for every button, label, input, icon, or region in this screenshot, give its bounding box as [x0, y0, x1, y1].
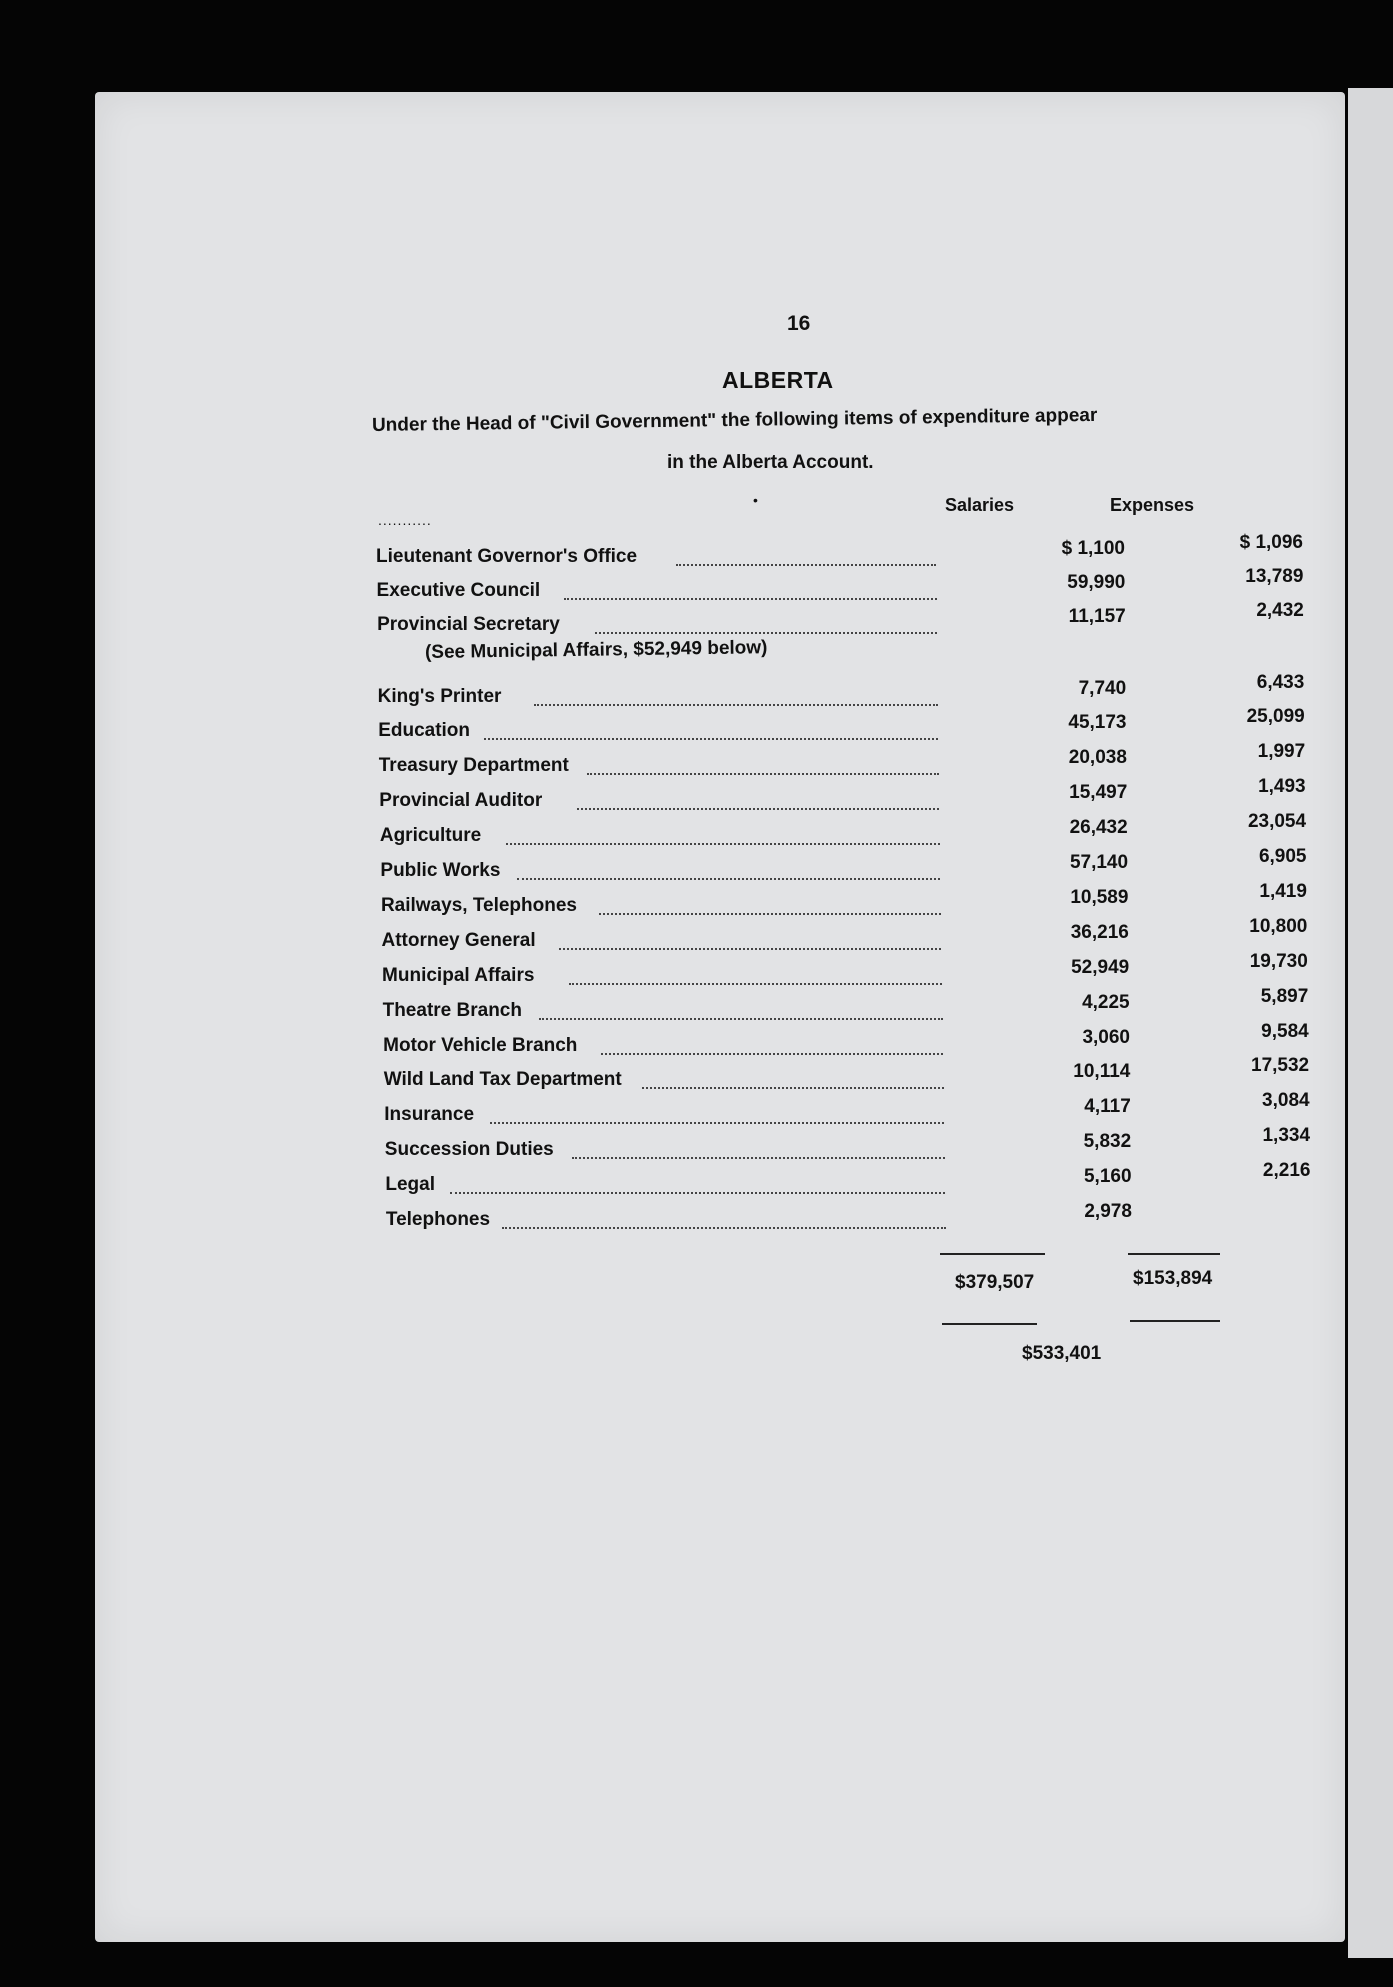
municipal-affairs-note: (See Municipal Affairs, $52,949 below) — [424, 637, 768, 663]
dot-leader — [450, 1192, 945, 1194]
salaries-total: $379,507 — [955, 1272, 1035, 1293]
table-row — [379, 811, 1307, 855]
table-row — [385, 1160, 1311, 1204]
table-row — [384, 1125, 1311, 1169]
expenses-cell: 5,897 — [1260, 986, 1309, 1007]
table-row — [378, 741, 1306, 785]
table-row — [378, 706, 1305, 750]
dot-leader — [595, 632, 937, 634]
expenses-cell: 13,789 — [1245, 566, 1304, 587]
salaries-cell: 10,589 — [1070, 887, 1129, 908]
salaries-cell: 15,497 — [1069, 782, 1128, 803]
salaries-cell: 4,117 — [1084, 1096, 1131, 1117]
expenses-cell: 10,800 — [1249, 916, 1308, 937]
dot-leader — [587, 773, 939, 775]
expenses-cell: 2,432 — [1256, 600, 1304, 621]
expenses-cell: 6,905 — [1258, 846, 1307, 867]
salaries-column-header: Salaries — [945, 495, 1015, 515]
salaries-cell: 36,216 — [1070, 922, 1129, 943]
dot-leader — [642, 1087, 943, 1089]
row-label: Public Works — [380, 860, 501, 881]
expenses-cell: 17,532 — [1251, 1055, 1310, 1076]
table-row — [384, 1090, 1310, 1134]
row-label: Attorney General — [381, 930, 536, 951]
dot-leader — [534, 704, 937, 706]
dot-leader — [601, 1053, 943, 1055]
dot-leader — [559, 948, 942, 950]
salaries-cell: 5,832 — [1083, 1131, 1132, 1152]
salaries-cell: 45,173 — [1068, 712, 1127, 733]
salaries-cell: 4,225 — [1082, 992, 1130, 1013]
table-row — [382, 951, 1308, 995]
intro-line-1: Under the Head of "Civil Government" the following items of expenditure appear — [371, 404, 1098, 436]
expenses-cell: 23,054 — [1247, 811, 1307, 832]
dot-leader — [517, 878, 941, 880]
salaries-cell: 2,978 — [1084, 1201, 1132, 1222]
expenses-subtotal-rule — [1128, 1253, 1220, 1255]
dot-leader — [502, 1227, 946, 1229]
table-row — [381, 916, 1308, 960]
leading-ellipsis: ........... — [378, 512, 432, 528]
expenses-total: $153,894 — [1133, 1268, 1213, 1289]
expenses-cell: 1,419 — [1259, 881, 1307, 902]
row-label: Provincial Auditor — [379, 790, 543, 811]
salaries-cell: 52,949 — [1071, 957, 1130, 978]
salaries-cell: 10,114 — [1073, 1061, 1131, 1082]
expenses-cell: 25,099 — [1246, 706, 1305, 727]
salaries-cell: $ 1,100 — [1061, 538, 1125, 559]
row-label: Railways, Telephones — [380, 895, 577, 916]
row-label: Theatre Branch — [382, 1000, 522, 1021]
page-number: 16 — [787, 312, 811, 335]
expenses-cell: 9,584 — [1261, 1021, 1309, 1042]
dot-leader — [506, 843, 940, 845]
row-label: Insurance — [384, 1104, 475, 1125]
expenses-cell: 2,216 — [1262, 1160, 1311, 1181]
salaries-cell: 11,157 — [1068, 606, 1126, 627]
expenses-cell: 6,433 — [1256, 672, 1305, 693]
dot-leader — [539, 1018, 942, 1020]
row-label: Executive Council — [376, 580, 541, 601]
row-label: Succession Duties — [384, 1139, 554, 1160]
salaries-cell: 7,740 — [1078, 678, 1127, 699]
page-heading: ALBERTA — [722, 367, 834, 393]
row-label: King's Printer — [377, 686, 502, 707]
expenses-cell: 19,730 — [1249, 951, 1308, 972]
dot-leader — [569, 983, 942, 985]
row-label: Treasury Department — [378, 755, 569, 776]
dot-leader — [599, 913, 941, 915]
row-label: Wild Land Tax Department — [383, 1069, 622, 1090]
row-label: Municipal Affairs — [382, 965, 535, 986]
salaries-total-rule — [942, 1323, 1037, 1325]
expenses-cell: $ 1,096 — [1239, 532, 1303, 553]
dot-leader — [572, 1157, 945, 1159]
row-label: Provincial Secretary — [377, 614, 560, 635]
expenses-cell: 1,997 — [1257, 741, 1306, 762]
salaries-cell: 3,060 — [1082, 1027, 1130, 1048]
row-label: Lieutenant Governor's Office — [376, 546, 638, 567]
table-row — [380, 881, 1307, 925]
expenses-total-rule — [1130, 1320, 1220, 1322]
salaries-cell: 5,160 — [1083, 1166, 1132, 1187]
table-row — [385, 1201, 1246, 1239]
dot-leader — [676, 564, 936, 566]
dot-leader — [564, 598, 937, 600]
table-row — [382, 986, 1309, 1030]
bullet-mark: • — [753, 492, 758, 508]
row-label: Motor Vehicle Branch — [383, 1035, 578, 1056]
salaries-cell: 57,140 — [1069, 852, 1129, 873]
dot-leader — [484, 738, 938, 740]
row-label: Agriculture — [379, 825, 482, 846]
expenses-cell: 1,334 — [1262, 1125, 1311, 1146]
salaries-subtotal-rule — [940, 1253, 1045, 1255]
salaries-cell: 59,990 — [1067, 572, 1126, 593]
table-row — [379, 776, 1306, 820]
expenses-column-header: Expenses — [1110, 495, 1195, 515]
row-label: Telephones — [385, 1209, 491, 1230]
salaries-cell: 20,038 — [1068, 747, 1127, 768]
intro-line-2: in the Alberta Account. — [667, 452, 874, 473]
row-label: Legal — [385, 1174, 435, 1195]
dot-leader — [577, 808, 939, 810]
row-label: Education — [378, 720, 471, 741]
expenses-cell: 3,084 — [1262, 1090, 1310, 1111]
grand-total: $533,401 — [1022, 1343, 1102, 1364]
table-row — [377, 600, 1304, 644]
dot-leader — [490, 1122, 944, 1124]
table-row — [380, 846, 1307, 890]
table-row — [383, 1055, 1310, 1099]
expenses-cell: 1,493 — [1258, 776, 1306, 797]
salaries-cell: 26,432 — [1069, 817, 1128, 838]
